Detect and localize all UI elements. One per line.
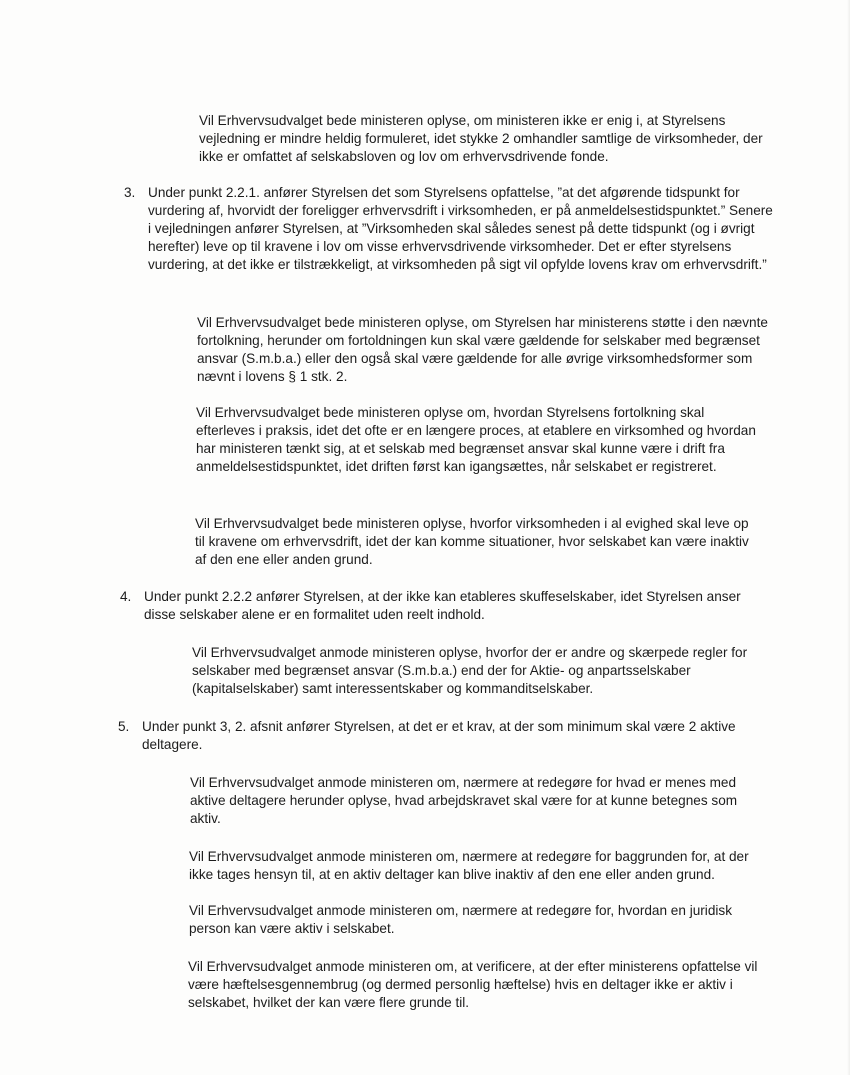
question-paragraph: Vil Erhvervsudvalget bede ministeren oplyse, hvorfor virksomheden i al evighed skal leve op til kravene om erhvervsdrift, idet der kan komme situationer, hvor selskabet kan være inaktiv af den ene eller anden grund. bbox=[195, 516, 749, 567]
list-item-text: Under punkt 2.2.2 anfører Styrelsen, at der ikke kan etableres skuffeselskaber, idet Styrelsen anser disse selskaber alene er en formalitet uden reelt indhold. bbox=[144, 589, 741, 622]
list-number: 3. bbox=[124, 185, 136, 200]
question-paragraph: Vil Erhvervsudvalget anmode ministeren om, nærmere at redegøre for hvad er menes med aktive deltagere herunder oplyse, hvad arbejdskravet skal være for at kunne betegnes som aktiv. bbox=[190, 775, 738, 826]
list-item-4 bbox=[120, 588, 766, 624]
question-paragraph: Vil Erhvervsudvalget anmode ministeren om, nærmere at redegøre for baggrunden for, at der ikke tages hensyn til, at en aktiv deltager kan blive inaktiv af den ene eller anden grund. bbox=[189, 849, 749, 882]
question-paragraph: Vil Erhvervsudvalget bede ministeren oplyse, om Styrelsen har ministerens støtte i den nævnte fortolkning, herunder om fortoldningen kun skal være gældende for selskaber med begrænset ansvar (S.m.b.a.) eller den også skal være gældende for alle øvrige virksomhedsformer som nævnt i lovens § 1 stk. 2. bbox=[197, 315, 768, 384]
list-number: 5. bbox=[118, 719, 130, 734]
list-item-3 bbox=[124, 184, 776, 274]
question-paragraph: Vil Erhvervsudvalget anmode ministeren om, nærmere at redegøre for, hvordan en juridisk person kan være aktiv i selskabet. bbox=[189, 903, 732, 936]
list-item-text: Under punkt 3, 2. afsnit anfører Styrelsen, at det er et krav, at der som minimum skal være 2 aktive deltagere. bbox=[142, 719, 736, 752]
intro-paragraph: Vil Erhvervsudvalget bede ministeren oplyse, om ministeren ikke er enig i, at Styrelsens vejledning er mindre heldig formuleret, idet stykke 2 omhandler samtlige de virksomheder, der ikke er omfattet af selskabsloven og lov om erhvervsdrivende fonde. bbox=[199, 113, 763, 164]
question-paragraph: Vil Erhvervsudvalget anmode ministeren oplyse, hvorfor der er andre og skærpede regler for selskaber med begrænset ansvar (S.m.b.a.) end der for Aktie- og anpartsselskaber (kapitalselskaber) samt interessentskaber og kommanditselskaber. bbox=[192, 645, 748, 696]
question-paragraph: Vil Erhvervsudvalget bede ministeren oplyse om, hvordan Styrelsens fortolkning skal efterleves i praksis, idet det ofte er en længere proces, at etablere en virksomhed og hvordan har ministeren tænkt sig, at et selskab med begrænset ansvar skal kunne være i drift fra anmeldelsestidspunktet, idet driften først kan igangsættes, når selskabet er registreret. bbox=[196, 405, 756, 474]
list-number: 4. bbox=[120, 589, 132, 604]
list-item-5 bbox=[118, 718, 764, 754]
list-item-text: Under punkt 2.2.1. anfører Styrelsen det som Styrelsens opfattelse, ”at det afgørende tidspunkt for vurdering af, hvorvidt der foreligger erhvervsdrift i virksomheden, er på anmeldelsestidspunktet.” Senere i vejledningen anfører Styrelsen, at ”Virksomheden skal således senest på dette tidspunkt (og i øvrigt herefter) leve op til kravene i lov om visse erhvervsdrivende virksomheder. Det er efter styrelsens vurdering, at det ikke er tilstrækkeligt, at virksomheden på sigt vil opfylde lovens krav om erhvervsdrift.” bbox=[148, 185, 773, 272]
question-paragraph: Vil Erhvervsudvalget anmode ministeren om, at verificere, at der efter ministerens opfattelse vil være hæftelsesgennembrug (og dermed personlig hæftelse) hvis en deltager ikke er aktiv i selskabet, hvilket der kan være flere grunde til. bbox=[188, 959, 758, 1010]
